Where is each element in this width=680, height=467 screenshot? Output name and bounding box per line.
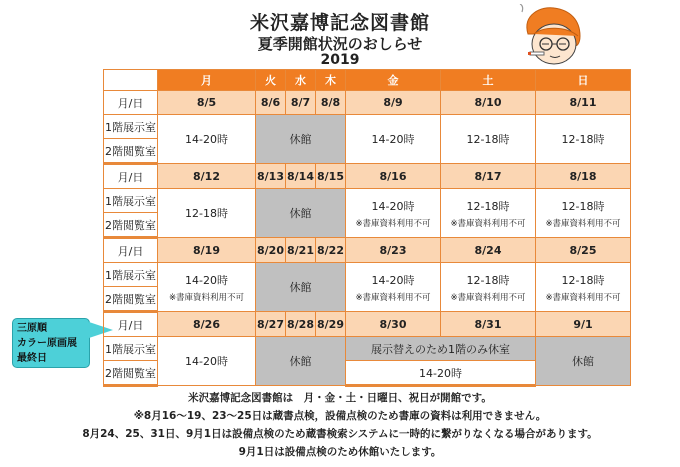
hours-cell: 14-20時 ※書庫資料利用不可 — [346, 263, 441, 312]
date-label: 月/日 — [104, 312, 158, 337]
closed-cell: 休館 — [256, 189, 346, 238]
archive-note: ※書庫資料利用不可 — [545, 218, 621, 229]
hours-cell: 12-18時 ※書庫資料利用不可 — [441, 263, 536, 312]
date-cell: 8/26 — [158, 312, 256, 337]
archive-note: ※書庫資料利用不可 — [450, 292, 526, 303]
date-cell: 8/30 — [346, 312, 441, 337]
floor1-label: 1階展示室 — [104, 263, 158, 287]
archive-note: ※書庫資料利用不可 — [168, 292, 245, 303]
hours-cell: 12-18時 — [158, 189, 256, 238]
day-sat: 土 — [441, 70, 536, 91]
floor1-label: 1階展示室 — [104, 115, 158, 139]
hours-cell: 12-18時 ※書庫資料利用不可 — [441, 189, 536, 238]
date-cell: 8/18 — [536, 164, 631, 189]
hours-cell: 12-18時 ※書庫資料利用不可 — [536, 189, 631, 238]
date-cell: 8/14 — [286, 164, 316, 189]
closed-cell: 休館 — [256, 115, 346, 164]
date-cell: 8/24 — [441, 238, 536, 263]
date-label: 月/日 — [104, 91, 158, 115]
floor2-label: 2階閲覧室 — [104, 213, 158, 238]
closed-cell: 休館 — [536, 337, 631, 386]
page-subtitle: 夏季開館状況のおしらせ — [257, 35, 423, 53]
archive-note: ※書庫資料利用不可 — [545, 292, 621, 303]
hours-cell: 14-20時 — [158, 337, 256, 386]
floor2-label: 2階閲覧室 — [104, 287, 158, 312]
footer-note-inspection: ※8月16～19、23～25日は蔵書点検，設備点検のため書庫の資料は利用できません。 — [133, 410, 547, 422]
date-cell: 8/6 — [256, 91, 286, 115]
date-cell: 8/12 — [158, 164, 256, 189]
day-tue: 火 — [256, 70, 286, 91]
day-wed: 水 — [286, 70, 316, 91]
date-row — [104, 238, 631, 263]
floor2-label: 2階閲覧室 — [104, 139, 158, 164]
floor1-label: 1階展示室 — [104, 189, 158, 213]
date-cell: 8/11 — [536, 91, 631, 115]
hours-cell: 12-18時 ※書庫資料利用不可 — [536, 263, 631, 312]
hours-cell: 14-20時 — [346, 361, 536, 386]
date-cell: 8/21 — [286, 238, 316, 263]
footer-note-closure: 9月1日は設備点検のため休館いたします。 — [238, 446, 442, 458]
date-cell: 8/19 — [158, 238, 256, 263]
date-cell: 8/16 — [346, 164, 441, 189]
hours-cell: 14-20時 — [346, 115, 441, 164]
date-cell: 8/8 — [316, 91, 346, 115]
date-cell: 8/27 — [256, 312, 286, 337]
hours-cell: 14-20時 ※書庫資料利用不可 — [346, 189, 441, 238]
day-sun: 日 — [536, 70, 631, 91]
closed-cell: 休館 — [256, 337, 346, 386]
date-cell: 8/17 — [441, 164, 536, 189]
date-cell: 8/23 — [346, 238, 441, 263]
page-year: 2019 — [320, 52, 360, 68]
hours-cell: 14-20時 ※書庫資料利用不可 — [158, 263, 256, 312]
archive-note: ※書庫資料利用不可 — [450, 218, 526, 229]
weekday-header-row — [104, 70, 631, 91]
footer-note-open-days: 米沢嘉博記念図書館は 月・金・土・日曜日、祝日が開館です。 — [188, 392, 492, 404]
date-cell: 9/1 — [536, 312, 631, 337]
date-cell: 8/31 — [441, 312, 536, 337]
archive-note: ※書庫資料利用不可 — [355, 218, 431, 229]
floor1-label: 1階展示室 — [104, 337, 158, 361]
hours-cell: 12-18時 — [536, 115, 631, 164]
footer-note-search-system: 8月24、25、31日、9月1日は設備点検のため蔵書検索システムに一時的に繋がりなくなる場合があります。 — [82, 428, 598, 440]
date-row — [104, 91, 631, 115]
date-label: 月/日 — [104, 164, 158, 189]
date-cell: 8/22 — [316, 238, 346, 263]
date-cell: 8/9 — [346, 91, 441, 115]
date-cell: 8/13 — [256, 164, 286, 189]
date-label: 月/日 — [104, 238, 158, 263]
date-cell: 8/7 — [286, 91, 316, 115]
date-cell: 8/25 — [536, 238, 631, 263]
date-row — [104, 312, 631, 337]
date-cell: 8/15 — [316, 164, 346, 189]
schedule-table — [103, 69, 631, 387]
hours-cell: 14-20時 — [158, 115, 256, 164]
day-mon: 月 — [158, 70, 256, 91]
exhibit-last-day-callout: 三原順 カラー原画展 最終日 — [12, 318, 90, 368]
date-cell: 8/29 — [316, 312, 346, 337]
hours-cell: 12-18時 — [441, 115, 536, 164]
day-fri: 金 — [346, 70, 441, 91]
closed-cell: 休館 — [256, 263, 346, 312]
date-cell: 8/5 — [158, 91, 256, 115]
page-title: 米沢嘉博記念図書館 — [249, 12, 430, 34]
floor2-label: 2階閲覧室 — [104, 361, 158, 386]
date-row — [104, 164, 631, 189]
day-thu: 木 — [316, 70, 346, 91]
date-cell: 8/28 — [286, 312, 316, 337]
archive-note: ※書庫資料利用不可 — [355, 292, 431, 303]
mascot-face-icon — [508, 4, 588, 68]
date-cell: 8/10 — [441, 91, 536, 115]
date-cell: 8/20 — [256, 238, 286, 263]
exhibit-change-cell: 展示替えのため1階のみ休室 — [346, 337, 536, 361]
